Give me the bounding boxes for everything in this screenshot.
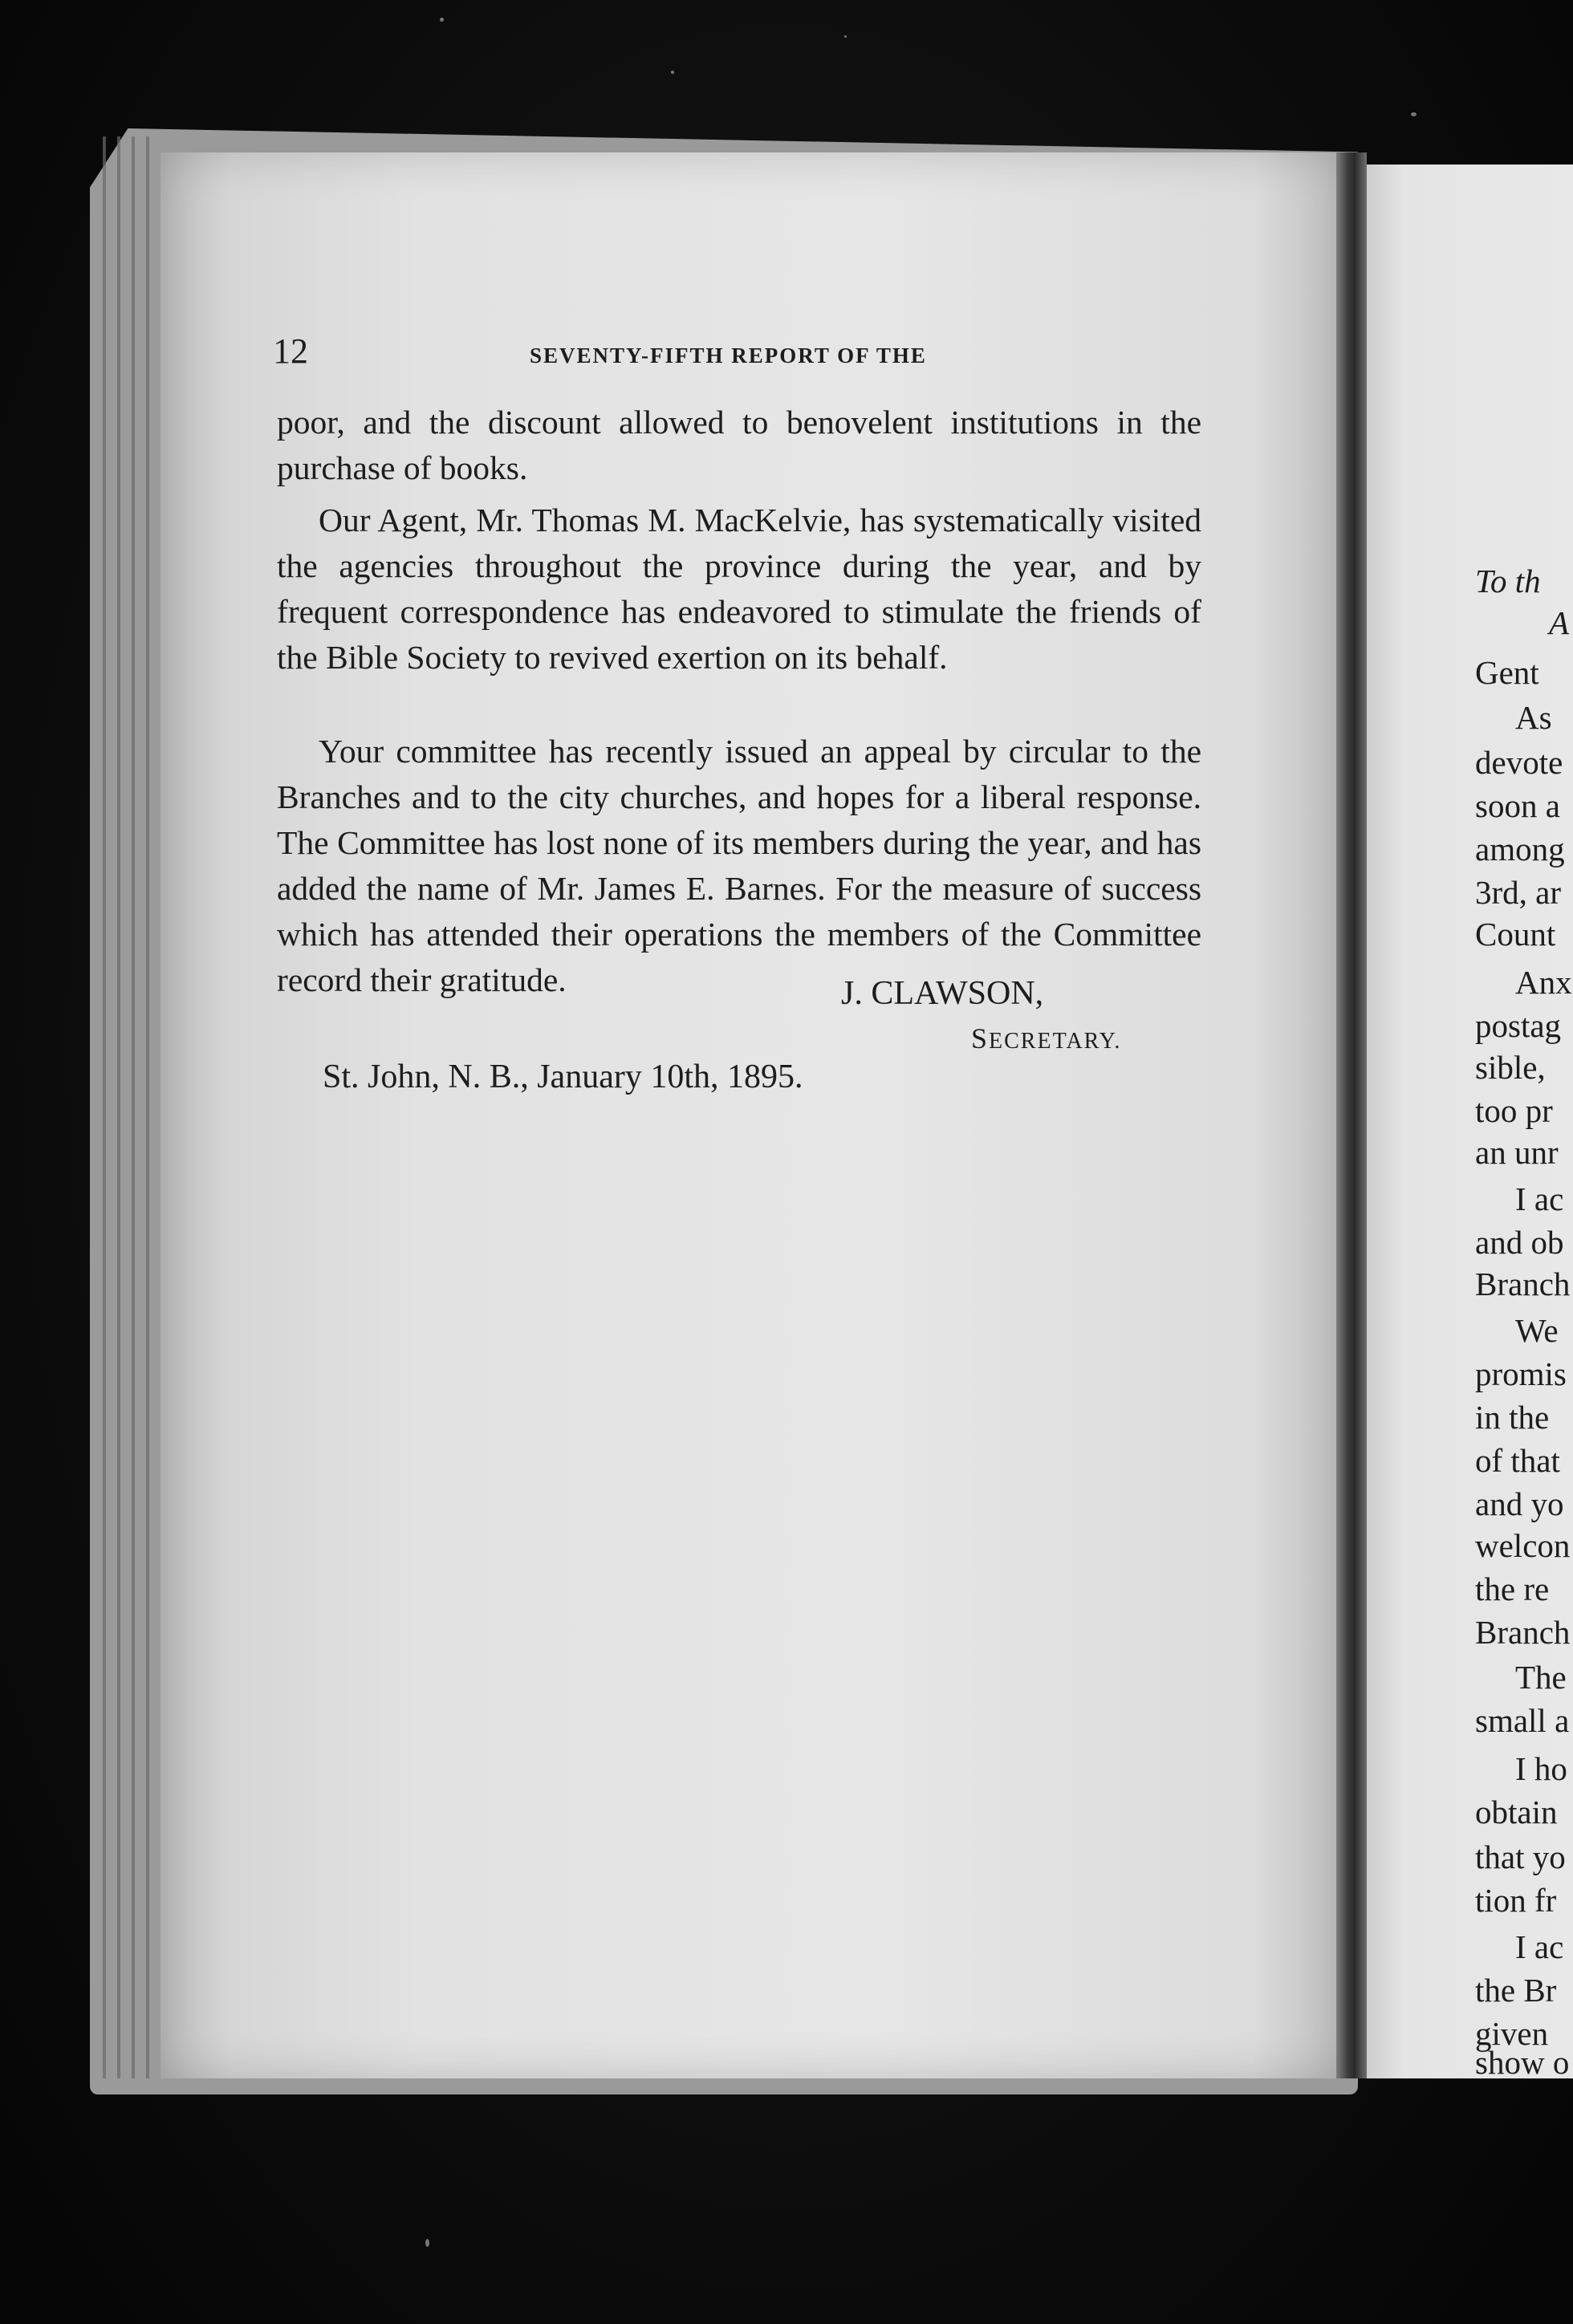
right-line: Branch [1475, 1266, 1571, 1302]
right-line: I ac [1515, 1180, 1564, 1217]
running-head-title: SEVENTY-FIFTH REPORT OF THE [530, 343, 927, 368]
right-line: 3rd, ar [1475, 874, 1562, 911]
right-line: in the [1475, 1399, 1550, 1436]
right-line: I ac [1515, 1928, 1564, 1965]
right-line: Gent [1475, 654, 1539, 691]
right-line: devote [1475, 744, 1563, 781]
right-line: The [1515, 1659, 1567, 1696]
right-line: I ho [1515, 1750, 1567, 1787]
right-line: the re [1475, 1570, 1550, 1607]
right-line: and ob [1475, 1224, 1564, 1261]
right-line: postag [1475, 1007, 1562, 1044]
signature-title: SECRETARY. [971, 1022, 1122, 1054]
right-line: and yo [1475, 1485, 1564, 1522]
right-line: that yo [1475, 1838, 1566, 1875]
right-line: As [1515, 699, 1552, 736]
dateline: St. John, N. B., January 10th, 1895. [323, 1058, 803, 1095]
right-line: of that [1475, 1442, 1560, 1479]
right-line: sible, [1475, 1049, 1546, 1086]
page-number: 12 [273, 331, 308, 371]
dust-speck [671, 71, 674, 74]
right-line: welcon [1475, 1527, 1571, 1564]
right-line: obtain [1475, 1794, 1558, 1830]
right-line: promis [1475, 1355, 1567, 1392]
dust-speck [425, 2239, 429, 2247]
signature-title-smallcaps: ECRETARY. [989, 1029, 1122, 1054]
right-line: given [1475, 2015, 1549, 2052]
paragraph-2: Our Agent, Mr. Thomas M. MacKelvie, has systematically visited the agencies throughout the province during the year, and by frequent correspondence has endeavored to stimulate the friends of the Bible Society to revived exertion on its behalf. [277, 502, 1201, 676]
right-line: too pr [1475, 1092, 1553, 1129]
right-line: an unr [1475, 1134, 1559, 1171]
signature-name: J. CLAWSON, [841, 975, 1044, 1012]
running-head [273, 331, 1204, 379]
right-line: We [1515, 1312, 1559, 1349]
dust-speck [1411, 112, 1417, 116]
right-line: soon a [1475, 787, 1560, 824]
page-edge-line [146, 136, 149, 2078]
right-line: Branch [1475, 1614, 1571, 1651]
right-line: A [1549, 604, 1570, 641]
book-gutter [1336, 152, 1367, 2078]
paragraph-1: poor, and the discount allowed to benovelent institutions in the purchase of books. [277, 404, 1201, 486]
right-line: small a [1475, 1702, 1570, 1739]
dust-speck [440, 18, 444, 22]
page-edge-line [103, 136, 106, 2078]
right-line: the Br [1475, 1972, 1557, 2009]
right-line: To th [1475, 563, 1541, 599]
right-line: among [1475, 831, 1565, 867]
paragraph-3: Your committee has recently issued an appeal by circular to the Branches and to the city churches, and hopes for a liberal response. The Committee has lost none of its members during the year, and has added the name of Mr. James E. Barnes. For the measure of success which has attended their operations the members of the Committee record their gratitude. [277, 733, 1201, 998]
right-line: tion fr [1475, 1882, 1557, 1919]
dust-speck [844, 35, 847, 38]
page-edge-line [132, 136, 135, 2078]
right-line: Anx [1515, 964, 1572, 1001]
right-line: Count [1475, 916, 1556, 953]
page-edge-line [117, 136, 120, 2078]
right-line: show o [1475, 2044, 1570, 2081]
